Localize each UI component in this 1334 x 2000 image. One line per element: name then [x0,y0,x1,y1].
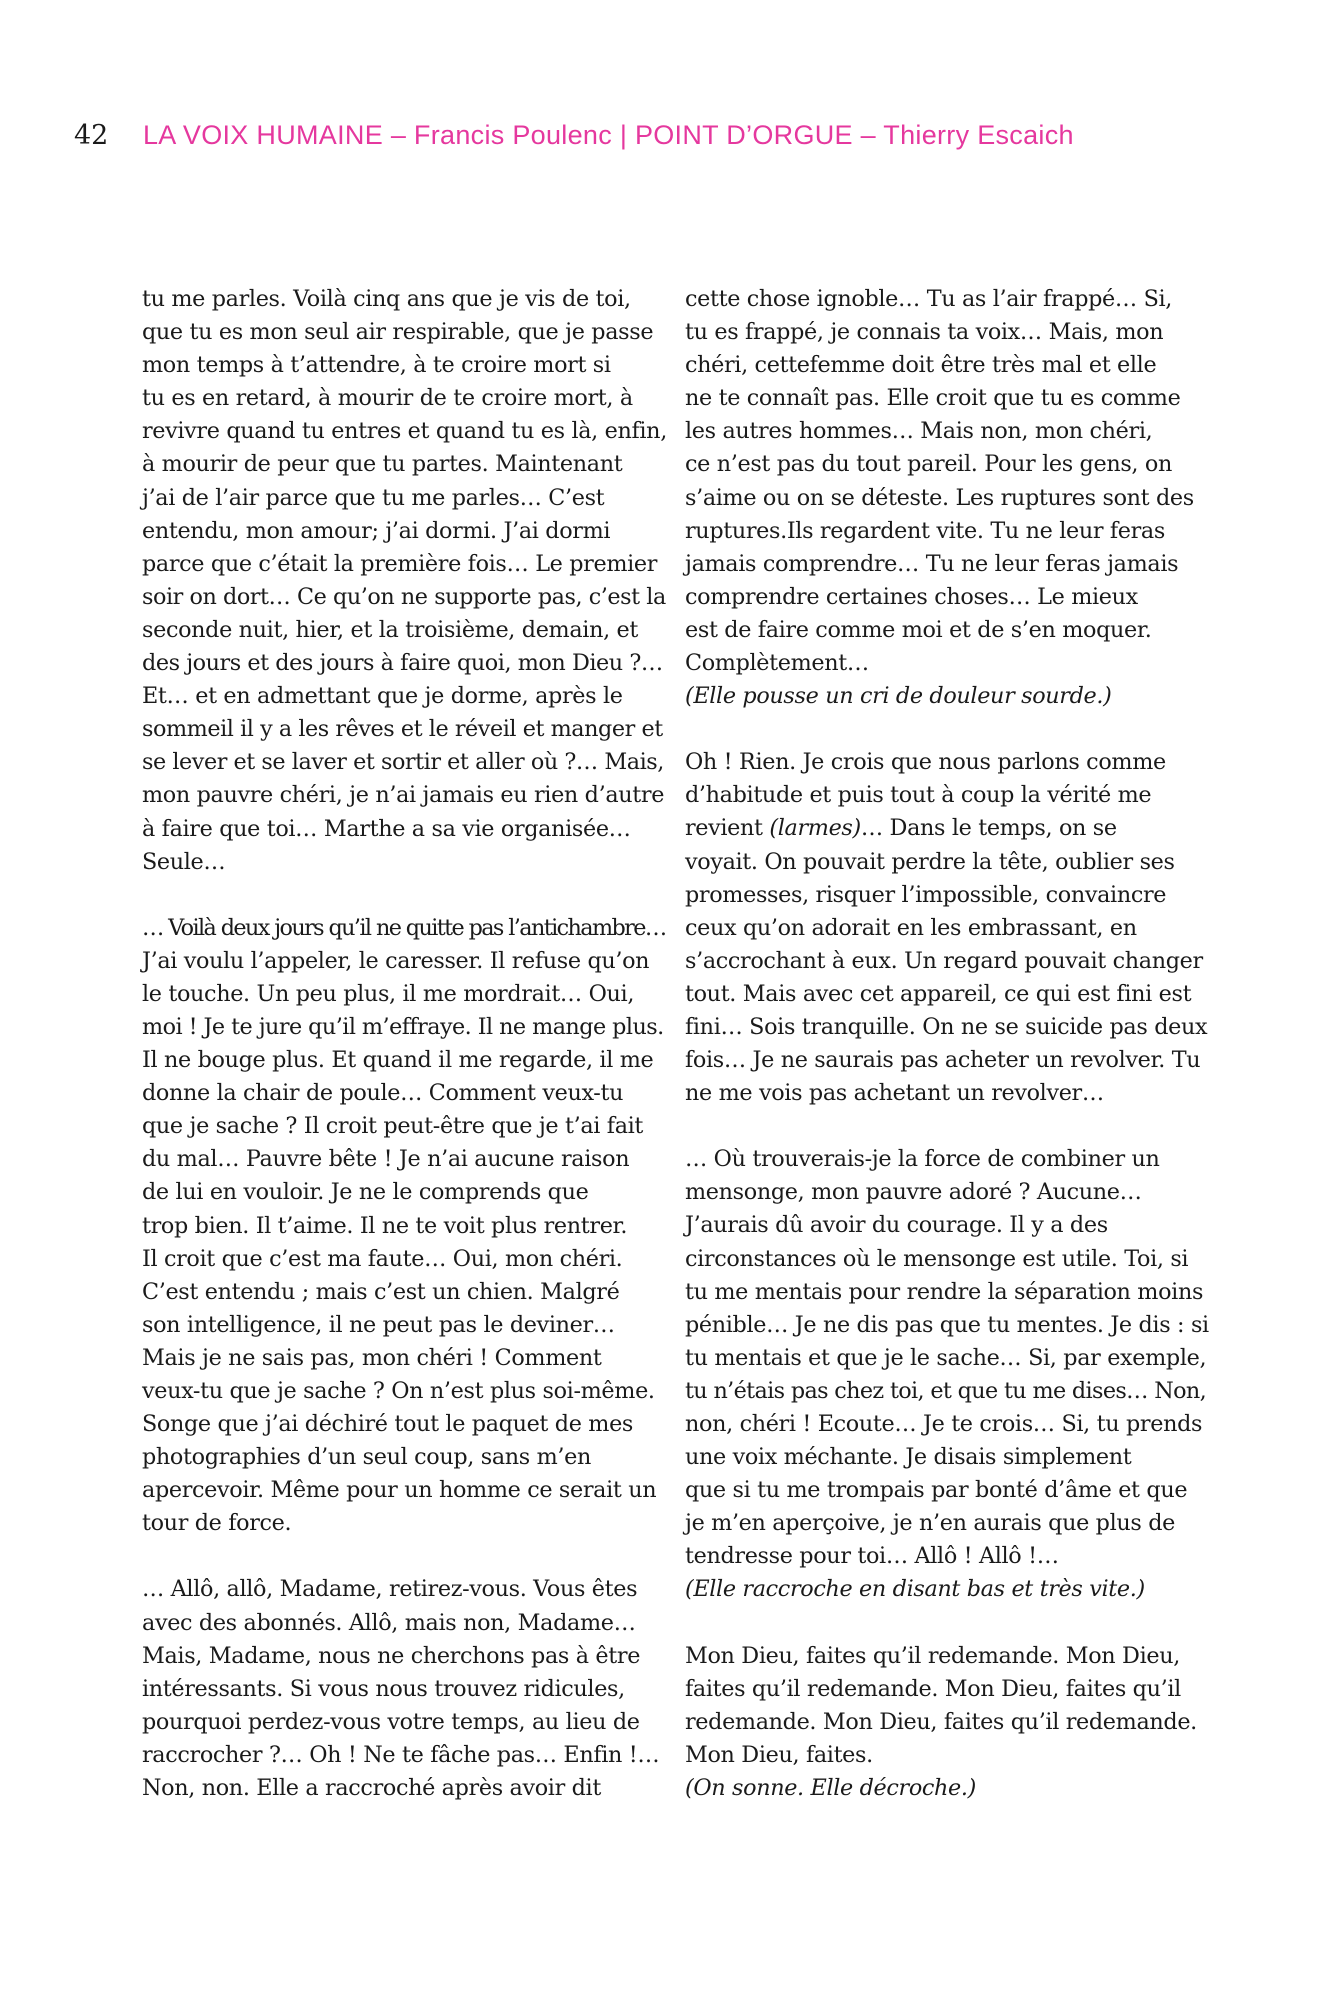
text-line: revivre quand tu entres et quand tu es là, enfin, [142,418,667,445]
text-line: moi ! Je te jure qu’il m’effraye. Il ne mange plus. [142,1013,664,1040]
text-line: Mais je ne sais pas, mon chéri ! Comment [142,1344,602,1371]
text-line: entendu, mon amour; j’ai dormi. J’ai dormi [142,517,611,544]
text-line: tu me parles. Voilà cinq ans que je vis de toi, [142,286,631,312]
text-line: s’aime ou on se déteste. Les ruptures sont des [685,484,1194,511]
paragraph [142,283,667,879]
text-line: intéressants. Si vous nous trouvez ridicules, [142,1675,625,1702]
text-line: mensonge, mon pauvre adoré ? Aucune… [685,1179,1142,1206]
text-line: tour de force. [142,1510,292,1537]
text-line: J’aurais dû avoir du courage. Il y a des [685,1212,1108,1239]
text-line: ceux qu’on adorait en les embrassant, en [685,914,1137,941]
text-line: Mon Dieu, faites. [685,1741,873,1768]
text-line: chéri, cettefemme doit être très mal et elle [685,352,1157,379]
text-line: veux-tu que je sache ? On n’est plus soi-même. [142,1378,655,1404]
text-line: Complètement… [685,650,869,677]
text-line: tendresse pour toi… Allô ! Allô !… [685,1543,1059,1570]
text-line: cette chose ignoble… Tu as l’air frappé… Si, [685,286,1173,312]
stage-direction-inline: (larmes) [769,815,861,842]
text-line: j’ai de l’air parce que tu me parles… C’est [142,484,605,511]
text-line: que si tu me trompais par bonté d’âme et que [685,1477,1188,1504]
text-line: donne la chair de poule… Comment veux-tu [142,1080,624,1107]
paragraph [685,1640,1210,1805]
text-line: mon temps à t’attendre, à te croire mort si [142,352,611,379]
text-line: seconde nuit, hier, et la troisième, demain, et [142,616,639,643]
text-line: le touche. Un peu plus, il me mordrait… Oui, [142,980,635,1007]
text-line: Non, non. Elle a raccroché après avoir dit [142,1775,601,1802]
text-line: tu me mentais pour rendre la séparation moins [685,1278,1204,1305]
text-line: Mon Dieu, faites qu’il redemande. Mon Dieu, [685,1642,1180,1669]
running-title: LA VOIX HUMAINE – Francis Poulenc | POINT D’ORGUE – Thierry Escaich [142,120,1074,150]
text-line: non, chéri ! Ecoute… Je te crois… Si, tu prends [685,1411,1203,1437]
text-line: pénible… Je ne dis pas que tu mentes. Je dis : si [685,1311,1209,1338]
text-line: pourquoi perdez-vous votre temps, au lieu de [142,1708,640,1735]
text-line: comprendre certaines choses… Le mieux [685,583,1138,610]
text-line: les autres hommes… Mais non, mon chéri, [685,418,1153,445]
text-line: est de faire comme moi et de s’en moquer. [685,616,1152,643]
text-line: … Allô, allô, Madame, retirez-vous. Vous êtes [142,1576,638,1603]
paragraph [685,1143,1210,1606]
text-line: tu es en retard, à mourir de te croire mort, à [142,385,633,412]
paragraph [685,283,1210,713]
paragraph [142,912,667,1541]
text-line [685,812,1210,845]
text-line: Il croit que c’est ma faute… Oui, mon chéri. [142,1245,623,1272]
text-line: Il ne bouge plus. Et quand il me regarde, il me [142,1047,654,1074]
text-line: jamais comprendre… Tu ne leur feras jamais [685,550,1179,577]
text-line: fini… Sois tranquille. On ne se suicide pas deux [685,1013,1208,1040]
text-line: apercevoir. Même pour un homme ce serait un [142,1477,657,1504]
text-line: à mourir de peur que tu partes. Maintenant [142,451,623,478]
text-line: que je sache ? Il croit peut-être que je t’ai fait [142,1113,644,1140]
text-line: Mais, Madame, nous ne cherchons pas à être [142,1642,641,1669]
right-column [685,283,1210,1805]
text-line: J’ai voulu l’appeler, le caresser. Il refuse qu’on [142,947,650,974]
text-line: … Où trouverais-je la force de combiner un [685,1146,1160,1173]
stage-direction: (On sonne. Elle décroche.) [685,1774,976,1801]
text-line: du mal… Pauvre bête ! Je n’ai aucune raison [142,1146,630,1173]
stage-direction: (Elle raccroche en disant bas et très vite.) [685,1576,1145,1603]
text-line: photographies d’un seul coup, sans m’en [142,1444,592,1471]
text-line: d’habitude et puis tout à coup la vérité me [685,782,1152,809]
text-line: Oh ! Rien. Je crois que nous parlons comme [685,749,1166,776]
text-line: ne te connaît pas. Elle croit que tu es comme [685,385,1181,412]
text-line: Seule… [142,848,226,875]
text-line: ne me vois pas achetant un revolver… [685,1080,1104,1107]
text-line: ce n’est pas du tout pareil. Pour les gens, on [685,451,1172,478]
text-line: tu mentais et que je le sache… Si, par exemple, [685,1344,1207,1371]
text-line: Songe que j’ai déchiré tout le paquet de mes [142,1411,634,1438]
text-line: faites qu’il redemande. Mon Dieu, faites qu’il [685,1675,1181,1702]
text-line: s’accrochant à eux. Un regard pouvait changer [685,947,1203,974]
text-line: tu es frappé, je connais ta voix… Mais, mon [685,319,1164,346]
text-line: C’est entendu ; mais c’est un chien. Malgré [142,1278,620,1305]
left-column [142,283,667,1805]
text-line: avec des abonnés. Allô, mais non, Madame… [142,1609,636,1636]
text-line: circonstances où le mensonge est utile. Toi, si [685,1245,1189,1272]
stage-direction: (Elle pousse un cri de douleur sourde.) [685,683,1112,710]
text-line: une voix méchante. Je disais simplement [685,1444,1132,1471]
text-line: mon pauvre chéri, je n’ai jamais eu rien d’autre [142,782,665,809]
text-line: Et… et en admettant que je dorme, après le [142,683,623,710]
text-line: se lever et se laver et sortir et aller où ?… Mais, [142,749,664,776]
paragraph [685,746,1210,1110]
text-line: tout. Mais avec cet appareil, ce qui est fini est [685,980,1192,1007]
text-line: trop bien. Il t’aime. Il ne te voit plus rentrer. [142,1212,628,1239]
text-line: son intelligence, il ne peut pas le deviner… [142,1311,615,1338]
text-line: tu n’étais pas chez toi, et que tu me dises… Non, [685,1377,1207,1404]
text-line: à faire que toi… Marthe a sa vie organisée… [142,815,631,842]
text-line: … Voilà deux jours qu’il ne quitte pas l’antichambre… [142,914,666,941]
paragraph [142,1573,667,1805]
text-line: promesses, risquer l’impossible, convaincre [685,881,1167,908]
text-line: voyait. On pouvait perdre la tête, oublier ses [685,848,1175,875]
text-line: parce que c’était la première fois… Le premier [142,550,658,577]
running-header [74,118,1074,153]
text-fragment: … Dans le temps, on se [860,815,1117,842]
text-line: fois… Je ne saurais pas acheter un revolver. Tu [685,1047,1201,1074]
page-number: 42 [74,120,109,151]
text-line: de lui en vouloir. Je ne le comprends que [142,1179,589,1206]
text-line: que tu es mon seul air respirable, que je passe [142,319,654,346]
text-line: redemande. Mon Dieu, faites qu’il redemande. [685,1708,1197,1735]
text-line: raccrocher ?… Oh ! Ne te fâche pas… Enfin !… [142,1741,660,1768]
text-line: soir on dort… Ce qu’on ne supporte pas, c’est la [142,583,666,610]
text-fragment: revient [685,815,770,842]
text-line: des jours et des jours à faire quoi, mon Dieu ?… [142,650,663,677]
text-line: ruptures.Ils regardent vite. Tu ne leur feras [685,517,1165,544]
text-line: je m’en aperçoive, je n’en aurais que plus de [685,1510,1175,1537]
text-line: sommeil il y a les rêves et le réveil et manger et [142,716,663,743]
